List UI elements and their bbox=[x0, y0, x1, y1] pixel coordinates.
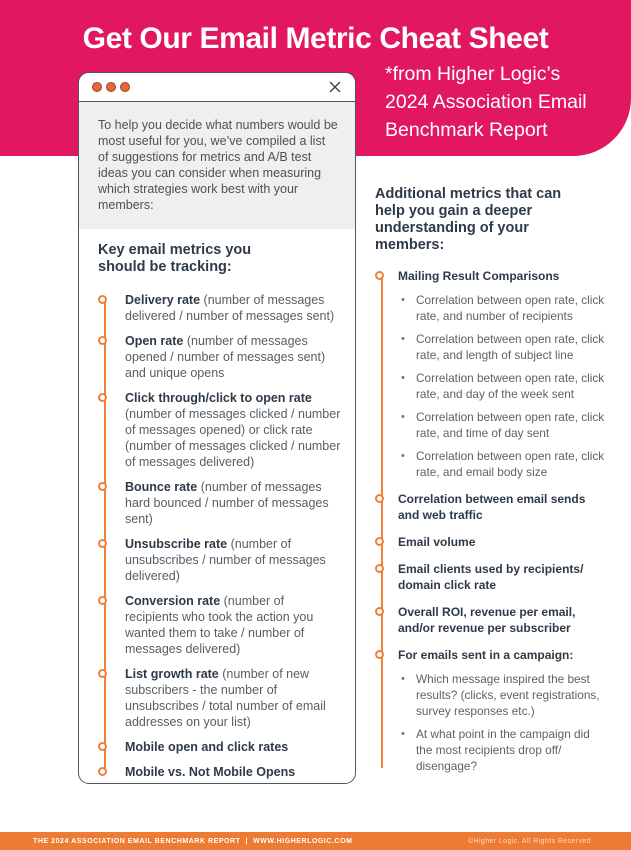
metric-desc: (number of recipients who took the action you wanted them to take / number of messages delivered) bbox=[125, 594, 314, 656]
footer-url[interactable]: WWW.HIGHERLOGIC.COM bbox=[253, 837, 353, 845]
sub-bullet-text: At what point in the campaign did the most recipients drop off/ disengage? bbox=[416, 727, 590, 773]
metric-list-item bbox=[98, 764, 341, 780]
timeline-dot-icon bbox=[375, 494, 384, 503]
timeline-dot-icon bbox=[375, 607, 384, 616]
metric-list-item bbox=[98, 479, 341, 527]
window-dot-icon bbox=[106, 82, 116, 92]
timeline-dot-icon bbox=[98, 767, 107, 776]
sub-bullet-text: Correlation between open rate, click rate, and email body size bbox=[416, 449, 605, 479]
sub-bullet-list bbox=[398, 292, 607, 480]
timeline-dot-icon bbox=[98, 336, 107, 345]
sub-bullet-item bbox=[398, 671, 607, 719]
card-intro: To help you decide what numbers would be most useful for you, we’ve compiled a list of suggestions for metrics and A/B test ideas you can consider when measuring which strategies work best with your members: bbox=[79, 102, 355, 229]
close-icon bbox=[328, 80, 342, 94]
additional-metric-item bbox=[375, 647, 607, 774]
footer-left bbox=[33, 838, 353, 845]
sub-bullet-list bbox=[398, 671, 607, 774]
additional-metric-title: Email volume bbox=[398, 535, 476, 549]
additional-metrics-heading: Additional metrics that can help you gain a deeper understanding of your members: bbox=[375, 186, 562, 253]
timeline-dot-icon bbox=[98, 393, 107, 402]
key-metrics-list bbox=[98, 292, 341, 780]
timeline-dot-icon bbox=[375, 271, 384, 280]
additional-metrics-list bbox=[375, 268, 607, 774]
metric-title: Click through/click to open rate bbox=[125, 391, 312, 405]
additional-metric-item bbox=[375, 604, 607, 636]
metric-list-item bbox=[98, 739, 341, 755]
additional-metric-title: Correlation between email sends and web traffic bbox=[398, 492, 586, 522]
metric-desc: (number of messages clicked / number of messages opened) or click rate (number of messages clicked / number of messages delivered) bbox=[125, 407, 341, 469]
metric-list-item bbox=[98, 390, 341, 470]
metric-title: Delivery rate bbox=[125, 293, 201, 307]
metric-title: Bounce rate bbox=[125, 480, 198, 494]
sub-bullet-item bbox=[398, 409, 607, 441]
timeline-dot-icon bbox=[98, 669, 107, 678]
metric-list-item bbox=[98, 292, 341, 324]
timeline-dot-icon bbox=[375, 650, 384, 659]
metric-list-item bbox=[98, 666, 341, 730]
timeline-dot-icon bbox=[98, 539, 107, 548]
sub-bullet-item bbox=[398, 331, 607, 363]
window-dot-icon bbox=[120, 82, 130, 92]
sub-bullet-item bbox=[398, 726, 607, 774]
sub-bullet-item bbox=[398, 292, 607, 324]
metric-desc: (number of messages delivered / number of messages sent) bbox=[125, 293, 335, 323]
window-dots bbox=[92, 82, 130, 92]
additional-metric-title: For emails sent in a campaign: bbox=[398, 648, 574, 662]
metric-desc: (number of messages hard bounced / number of messages sent) bbox=[125, 480, 329, 526]
sub-bullet-item bbox=[398, 370, 607, 402]
sub-bullet-text: Correlation between open rate, click rate, and length of subject line bbox=[416, 332, 605, 362]
sub-bullet-text: Correlation between open rate, click rate, and day of the week sent bbox=[416, 371, 605, 401]
metric-title: Unsubscribe rate bbox=[125, 537, 228, 551]
sub-bullet-text: Which message inspired the best results? (clicks, event registrations, survey responses etc.) bbox=[416, 672, 600, 718]
metric-title: Conversion rate bbox=[125, 594, 221, 608]
additional-metric-title: Email clients used by recipients/ domain click rate bbox=[398, 562, 584, 592]
metric-title: Mobile open and click rates bbox=[125, 740, 289, 754]
window-dot-icon bbox=[92, 82, 102, 92]
footer-report-title: THE 2024 ASSOCIATION EMAIL BENCHMARK REPORT bbox=[33, 837, 241, 845]
sub-bullet-item bbox=[398, 448, 607, 480]
additional-metric-item bbox=[375, 268, 607, 480]
additional-metric-item bbox=[375, 534, 607, 550]
additional-metric-title: Overall ROI, revenue per email, and/or revenue per subscriber bbox=[398, 605, 576, 635]
timeline-dot-icon bbox=[375, 564, 384, 573]
additional-metric-item bbox=[375, 561, 607, 593]
browser-card bbox=[78, 72, 356, 784]
metric-title: Open rate bbox=[125, 334, 184, 348]
footer-bar bbox=[0, 832, 631, 850]
metric-list-item bbox=[98, 333, 341, 381]
footer-divider: | bbox=[245, 837, 249, 845]
metric-desc: (number of unsubscribes / number of messages delivered) bbox=[125, 537, 326, 583]
metric-desc: (number of messages opened / number of messages sent) and unique opens bbox=[125, 334, 326, 380]
metric-list-item bbox=[98, 593, 341, 657]
timeline-dot-icon bbox=[98, 742, 107, 751]
metric-desc: (number of new subscribers - the number of unsubscribes / total number of email addresses on your list) bbox=[125, 667, 326, 729]
additional-metrics-column bbox=[375, 186, 607, 785]
timeline-dot-icon bbox=[375, 537, 384, 546]
sub-bullet-text: Correlation between open rate, click rate, and number of recipients bbox=[416, 293, 605, 323]
additional-metric-title: Mailing Result Comparisons bbox=[398, 269, 560, 283]
card-body bbox=[79, 229, 355, 780]
browser-titlebar bbox=[79, 73, 355, 102]
metric-list-item bbox=[98, 536, 341, 584]
metric-title: Mobile vs. Not Mobile Opens bbox=[125, 765, 296, 779]
sub-bullet-text: Correlation between open rate, click rate, and time of day sent bbox=[416, 410, 605, 440]
timeline-dot-icon bbox=[98, 295, 107, 304]
report-attribution: *from Higher Logic’s 2024 Association Email Benchmark Report bbox=[385, 63, 587, 141]
metric-title: List growth rate bbox=[125, 667, 219, 681]
additional-metric-item bbox=[375, 491, 607, 523]
timeline-dot-icon bbox=[98, 596, 107, 605]
footer-copyright: ©Higher Logic. All Rights Reserved bbox=[467, 837, 591, 845]
timeline-dot-icon bbox=[98, 482, 107, 491]
key-metrics-heading: Key email metrics you should be tracking: bbox=[98, 242, 252, 275]
page-title: Get Our Email Metric Cheat Sheet bbox=[82, 22, 549, 55]
